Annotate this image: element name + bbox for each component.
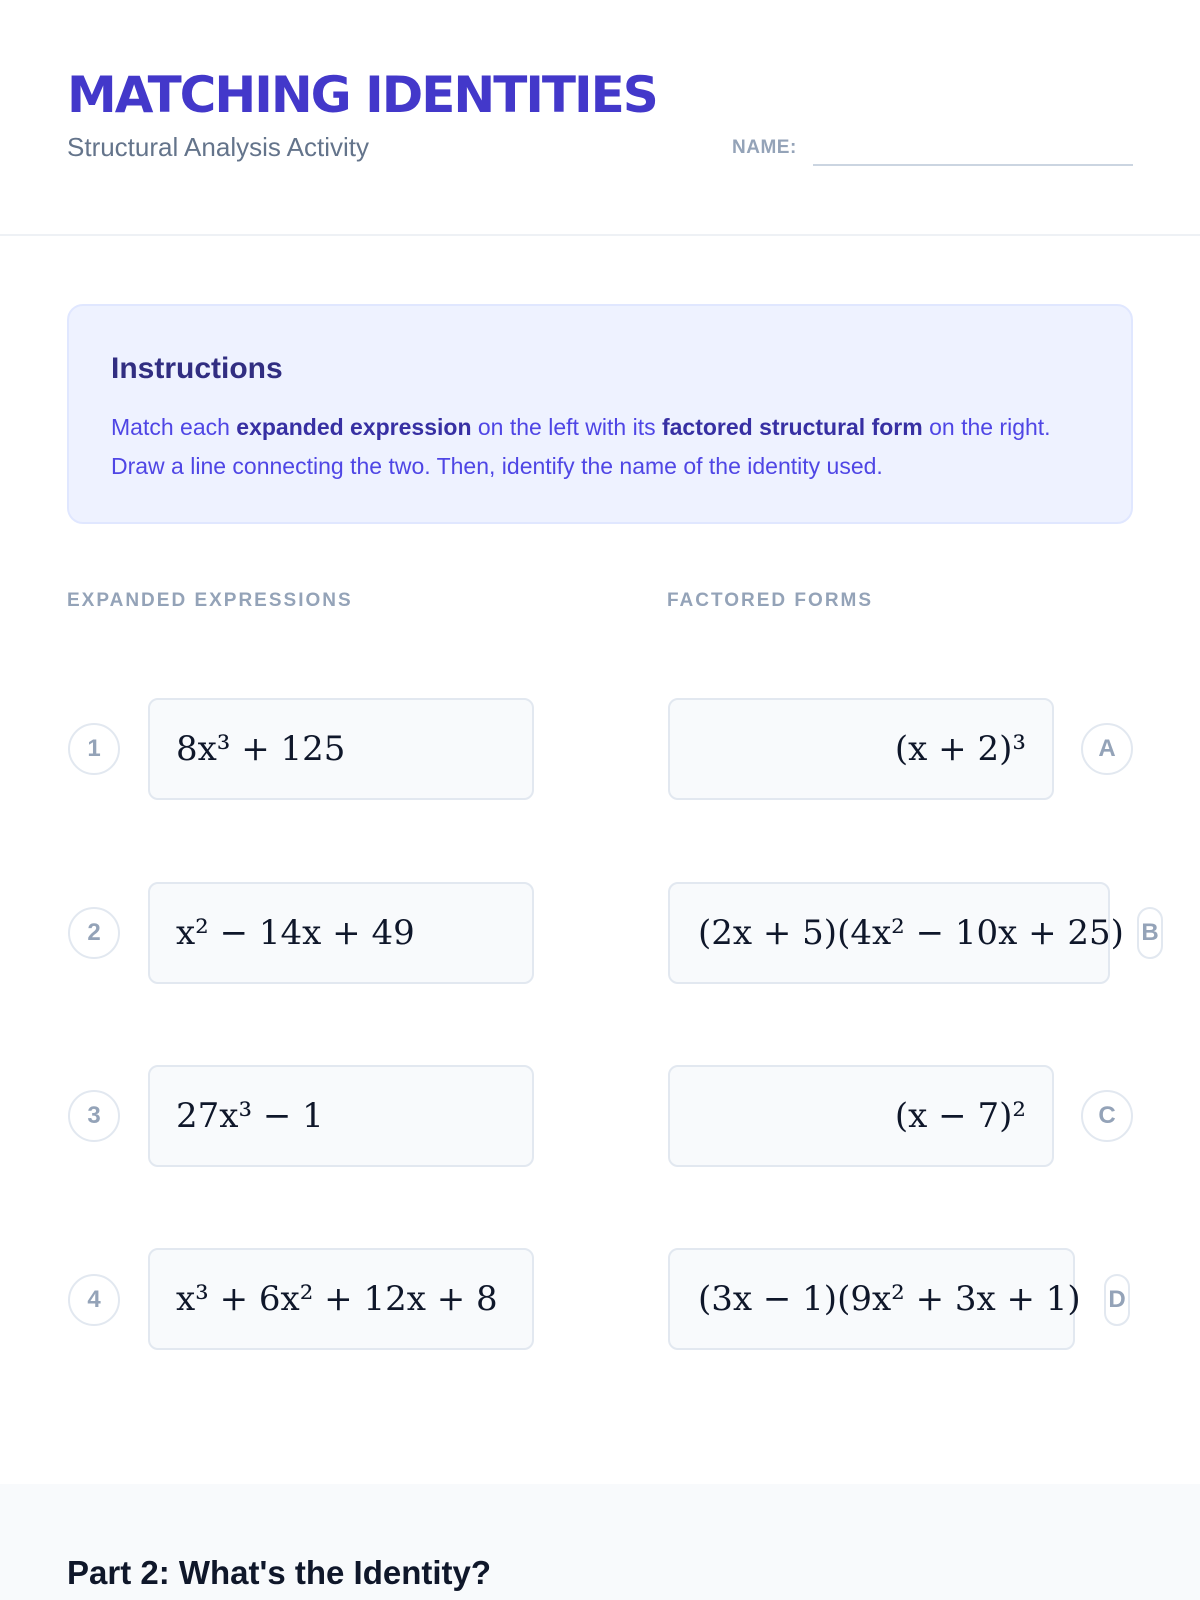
factored-letter-badge: D <box>1104 1274 1130 1326</box>
instructions-text-part: Match each <box>111 414 237 440</box>
expanded-expression-card[interactable]: 8x³ + 125 <box>148 698 534 800</box>
factored-form-card[interactable]: (x − 7)² <box>668 1065 1054 1167</box>
instructions-text-part: on the right. Draw a line connecting the two. Then, identify the name of the identity used. <box>111 414 1051 479</box>
instructions-box <box>67 304 1133 524</box>
expression-number-badge: 2 <box>68 907 120 959</box>
factored-letter-badge: A <box>1081 723 1133 775</box>
expression-number-badge: 4 <box>68 1274 120 1326</box>
factored-form-card[interactable]: (2x + 5)(4x² − 10x + 25) <box>668 882 1110 984</box>
expression-number-badge: 3 <box>68 1090 120 1142</box>
part2-section <box>0 1484 1200 1600</box>
instructions-text-part: on the left with its <box>471 414 662 440</box>
factored-letter-badge: C <box>1081 1090 1133 1142</box>
name-field[interactable] <box>813 164 1133 166</box>
instructions-title: Instructions <box>111 352 283 385</box>
factored-column-heading: FACTORED FORMS <box>667 590 874 611</box>
page-title: MATCHING IDENTITIES <box>67 66 657 124</box>
expanded-expression-card[interactable]: x³ + 6x² + 12x + 8 <box>148 1248 534 1350</box>
instructions-text <box>111 408 1101 486</box>
expanded-expression-card[interactable]: 27x³ − 1 <box>148 1065 534 1167</box>
page-subtitle: Structural Analysis Activity <box>67 132 369 162</box>
expression-number-badge: 1 <box>68 723 120 775</box>
instructions-emphasis: expanded expression <box>236 414 472 440</box>
instructions-emphasis: factored structural form <box>661 414 923 440</box>
name-label: NAME: <box>732 137 797 158</box>
expanded-expression-card[interactable]: x² − 14x + 49 <box>148 882 534 984</box>
factored-form-card[interactable]: (x + 2)³ <box>668 698 1054 800</box>
factored-letter-badge: B <box>1137 907 1163 959</box>
expanded-column-heading: EXPANDED EXPRESSIONS <box>67 590 353 611</box>
part2-title: Part 2: What's the Identity? <box>67 1554 492 1591</box>
page-header <box>0 0 1200 236</box>
factored-form-card[interactable]: (3x − 1)(9x² + 3x + 1) <box>668 1248 1075 1350</box>
